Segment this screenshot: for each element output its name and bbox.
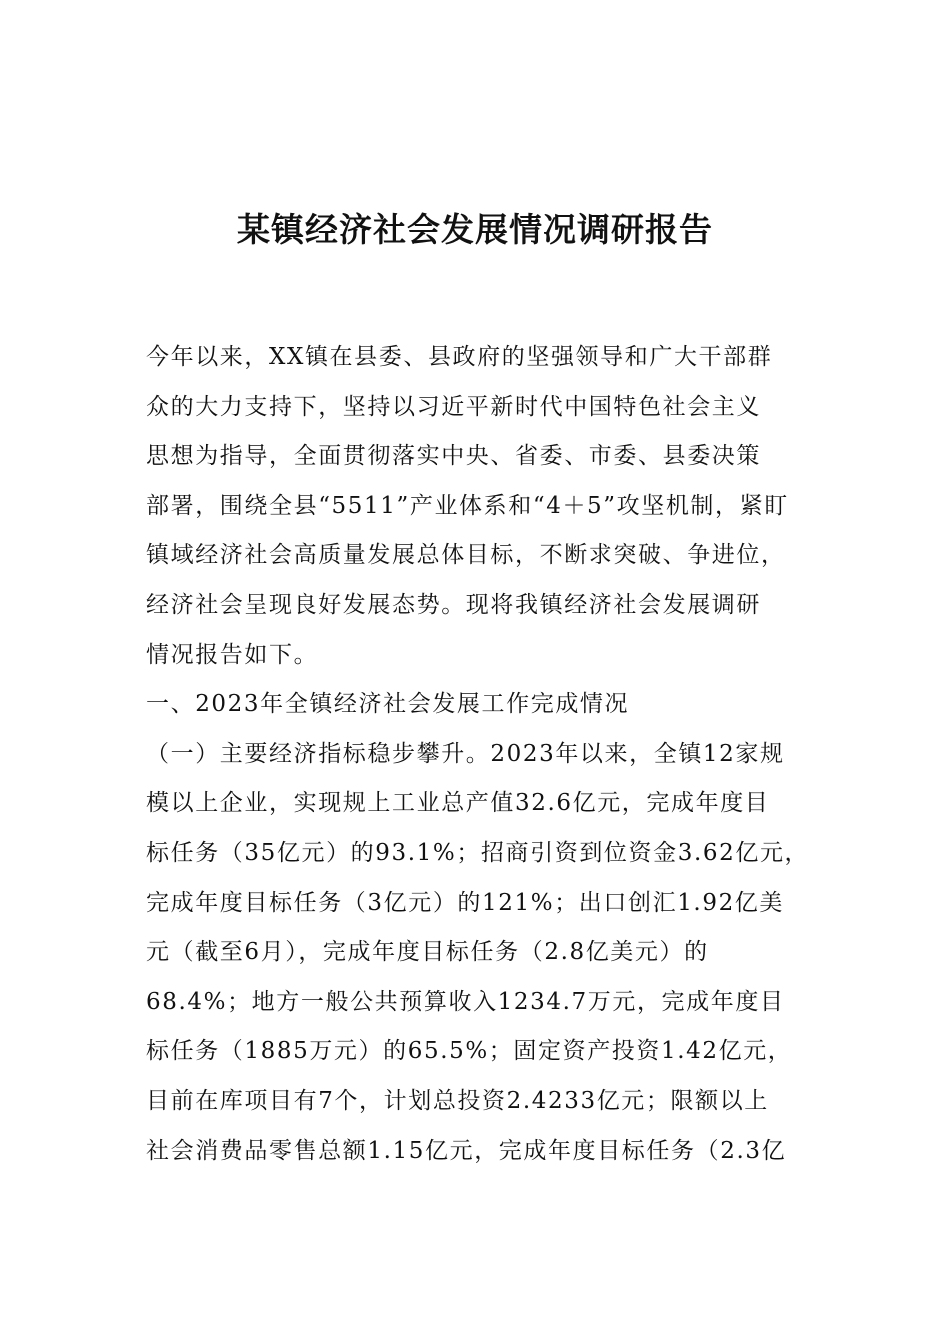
- body-line: 完成年度目标任务（3亿元）的121%；出口创汇1.92亿美: [146, 889, 784, 916]
- body-line: 众的大力支持下，坚持以习近平新时代中国特色社会主义: [146, 393, 761, 420]
- body-line: （一）主要经济指标稳步攀升。2023年以来，全镇12家规: [146, 740, 785, 767]
- body-line: 标任务（35亿元）的93.1%；招商引资到位资金3.62亿元，: [146, 839, 810, 866]
- document-title: 某镇经济社会发展情况调研报告: [237, 210, 713, 249]
- document-body: [146, 333, 816, 1176]
- body-line: 情况报告如下。: [146, 641, 319, 668]
- body-line: 标任务（1885万元）的65.5%；固定资产投资1.42亿元，: [146, 1038, 793, 1065]
- body-line: 镇域经济社会高质量发展总体目标，不断求突破、争进位，: [146, 542, 786, 569]
- body-line: 今年以来，XX镇在县委、县政府的坚强领导和广大干部群: [146, 344, 773, 370]
- body-line: 社会消费品零售总额1.15亿元，完成年度目标任务（2.3亿: [146, 1137, 787, 1164]
- body-line: 68.4%；地方一般公共预算收入1234.7万元，完成年度目: [146, 988, 785, 1015]
- body-line: 元（截至6月），完成年度目标任务（2.8亿美元）的: [146, 939, 709, 966]
- body-line: 思想为指导，全面贯彻落实中央、省委、市委、县委决策: [146, 443, 761, 470]
- body-line: 模以上企业，实现规上工业总产值32.6亿元，完成年度目: [146, 790, 770, 817]
- body-line: 目前在库项目有7个，计划总投资2.4233亿元；限额以上: [146, 1087, 769, 1114]
- body-line: 部署，围绕全县“5511”产业体系和“4＋5”攻坚机制，紧盯: [146, 492, 789, 519]
- section-heading: 一、2023年全镇经济社会发展工作完成情况: [146, 691, 630, 718]
- body-line: 经济社会呈现良好发展态势。现将我镇经济社会发展调研: [146, 591, 761, 618]
